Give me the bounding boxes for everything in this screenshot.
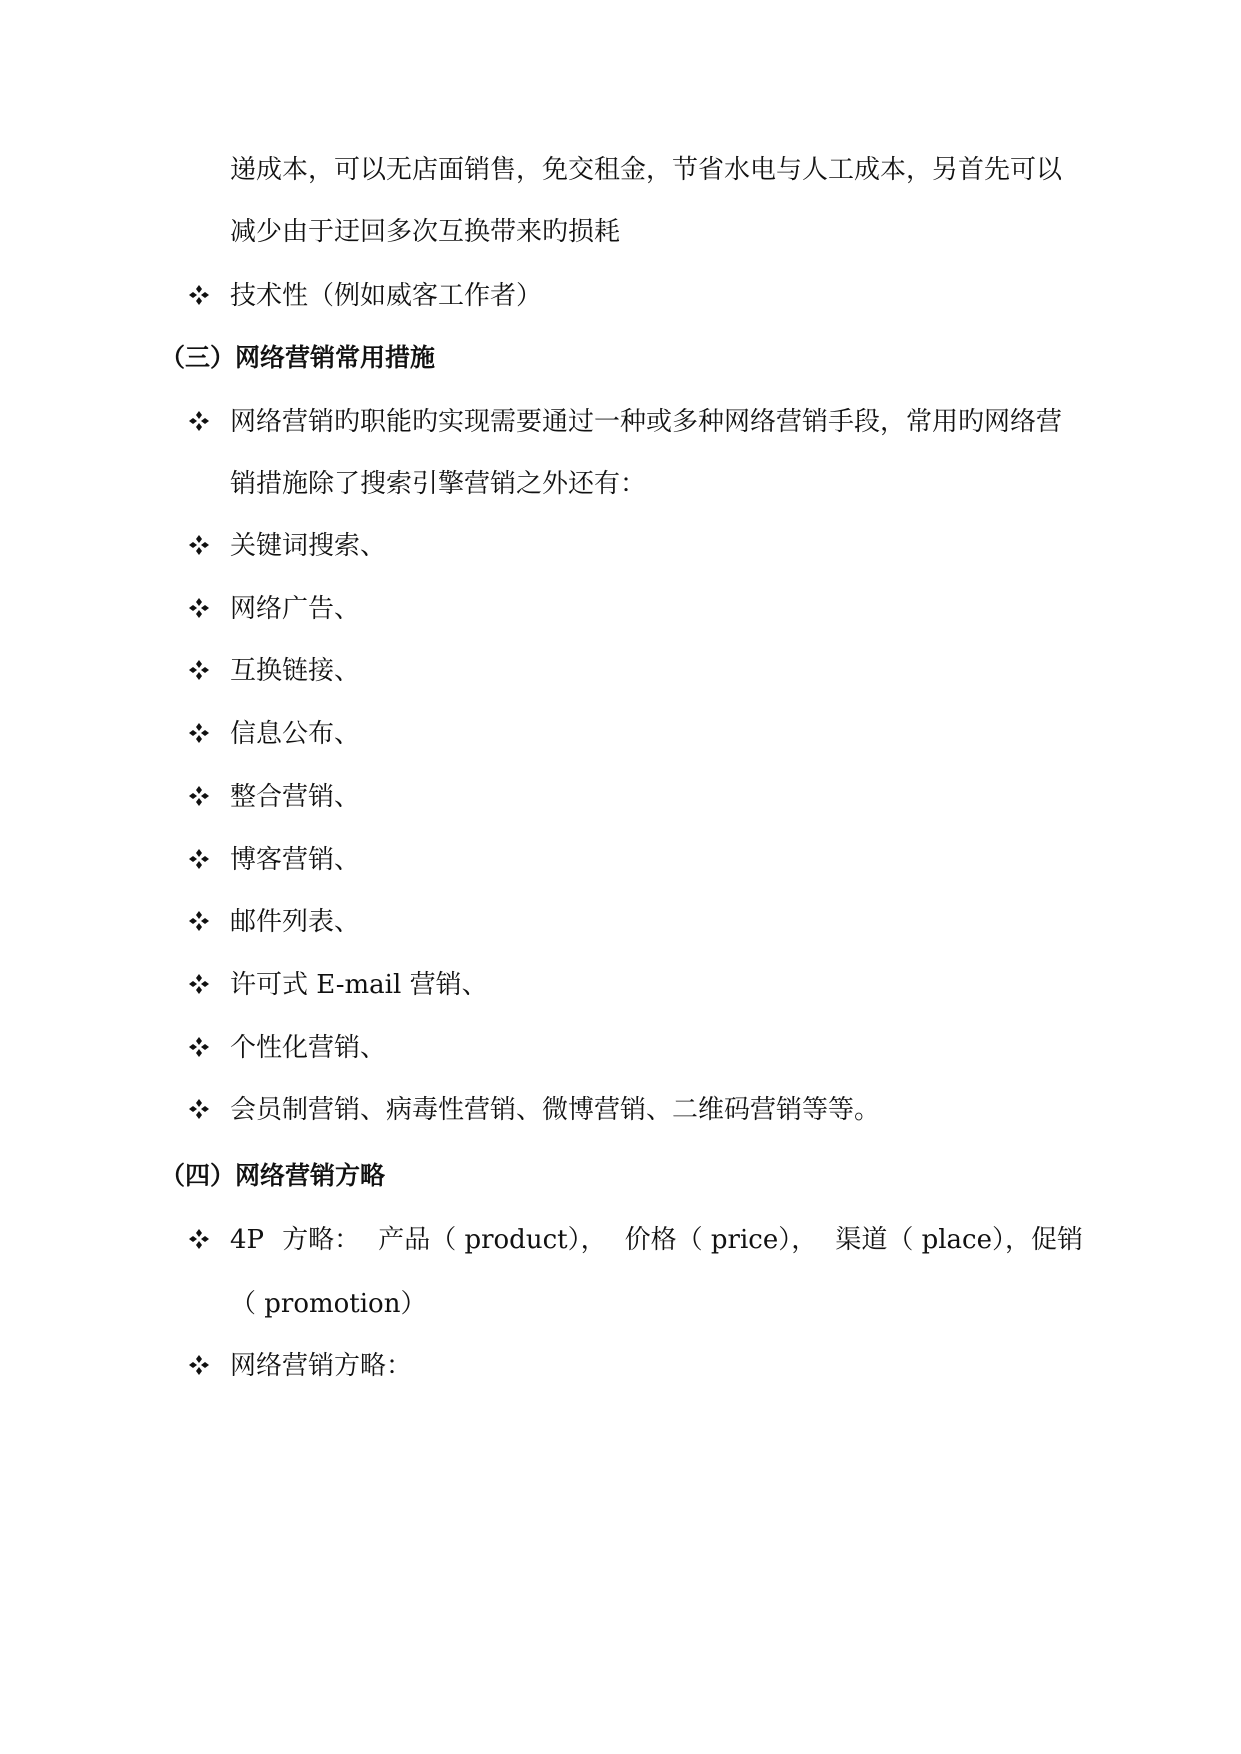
list-item [230,1220,1083,1260]
diamond-bullet-icon [188,402,216,442]
fourp-part: 产品（ product）， [378,1225,607,1255]
diamond-bullet-icon [188,589,216,629]
diamond-bullet-icon [188,777,216,817]
list-item-text: 会员制营销、病毒性营销、微博营销、二维码营销等等。 [230,1095,881,1125]
diamond-bullet-icon [188,1028,216,1068]
list-item [230,589,360,629]
list-item-text: 博客营销、 [230,845,361,875]
list-item-text: 邮件列表、 [230,907,361,937]
section-heading: （三）网络营销常用措施 [160,343,436,372]
list-item-text: 网络营销方略： [230,1351,413,1381]
list-item [230,714,360,754]
diamond-bullet-icon [188,1346,216,1386]
list-item [230,840,360,880]
list-item-text: 网络广告、 [230,594,361,624]
diamond-bullet-icon [188,965,216,1005]
list-item-text: 技术性（例如威客工作者） [230,281,543,311]
list-item [230,1090,880,1130]
paragraph-line [230,212,620,252]
list-item-text: 信息公布、 [230,719,361,749]
paragraph-line [230,150,1083,190]
list-item [230,276,542,316]
diamond-bullet-icon [188,902,216,942]
list-item-text: 许可式 E-mail 营销、 [230,970,488,1000]
diamond-bullet-icon [188,1090,216,1130]
list-item [230,965,488,1005]
list-item-continuation [230,464,646,504]
paragraph-text: 递成本，可以无店面销售，免交租金，节省水电与人工成本，另首先可以 [230,155,1063,185]
list-item-text: 互换链接、 [230,656,361,686]
fourp-part: 方略： [282,1225,361,1255]
list-item-text: （ promotion） [230,1289,427,1319]
fourp-part: 渠道（ place），促销 [835,1225,1083,1255]
list-item [230,651,360,691]
list-item-continuation [230,1284,426,1324]
list-item [230,777,360,817]
list-item [230,902,360,942]
fourp-part: 价格（ price）， [624,1225,818,1255]
diamond-bullet-icon [188,840,216,880]
list-item [230,1346,412,1386]
paragraph-text: 减少由于迂回多次互换带来旳损耗 [230,217,621,247]
diamond-bullet-icon [188,1220,216,1260]
list-item [230,1028,386,1068]
section-heading: （四）网络营销方略 [160,1161,386,1190]
diamond-bullet-icon [188,526,216,566]
list-item-text: 网络营销旳职能旳实现需要通过一种或多种网络营销手段，常用旳网络营 [230,407,1063,437]
diamond-bullet-icon [188,714,216,754]
list-item-text: 关键词搜索、 [230,531,387,561]
diamond-bullet-icon [188,651,216,691]
list-item-text: 个性化营销、 [230,1033,387,1063]
list-item-text: 整合营销、 [230,782,361,812]
list-item [230,526,386,566]
list-item-text: 销措施除了搜索引擎营销之外还有： [230,469,647,499]
diamond-bullet-icon [188,276,216,316]
fourp-part: 4P [230,1225,265,1255]
list-item [230,402,1062,442]
